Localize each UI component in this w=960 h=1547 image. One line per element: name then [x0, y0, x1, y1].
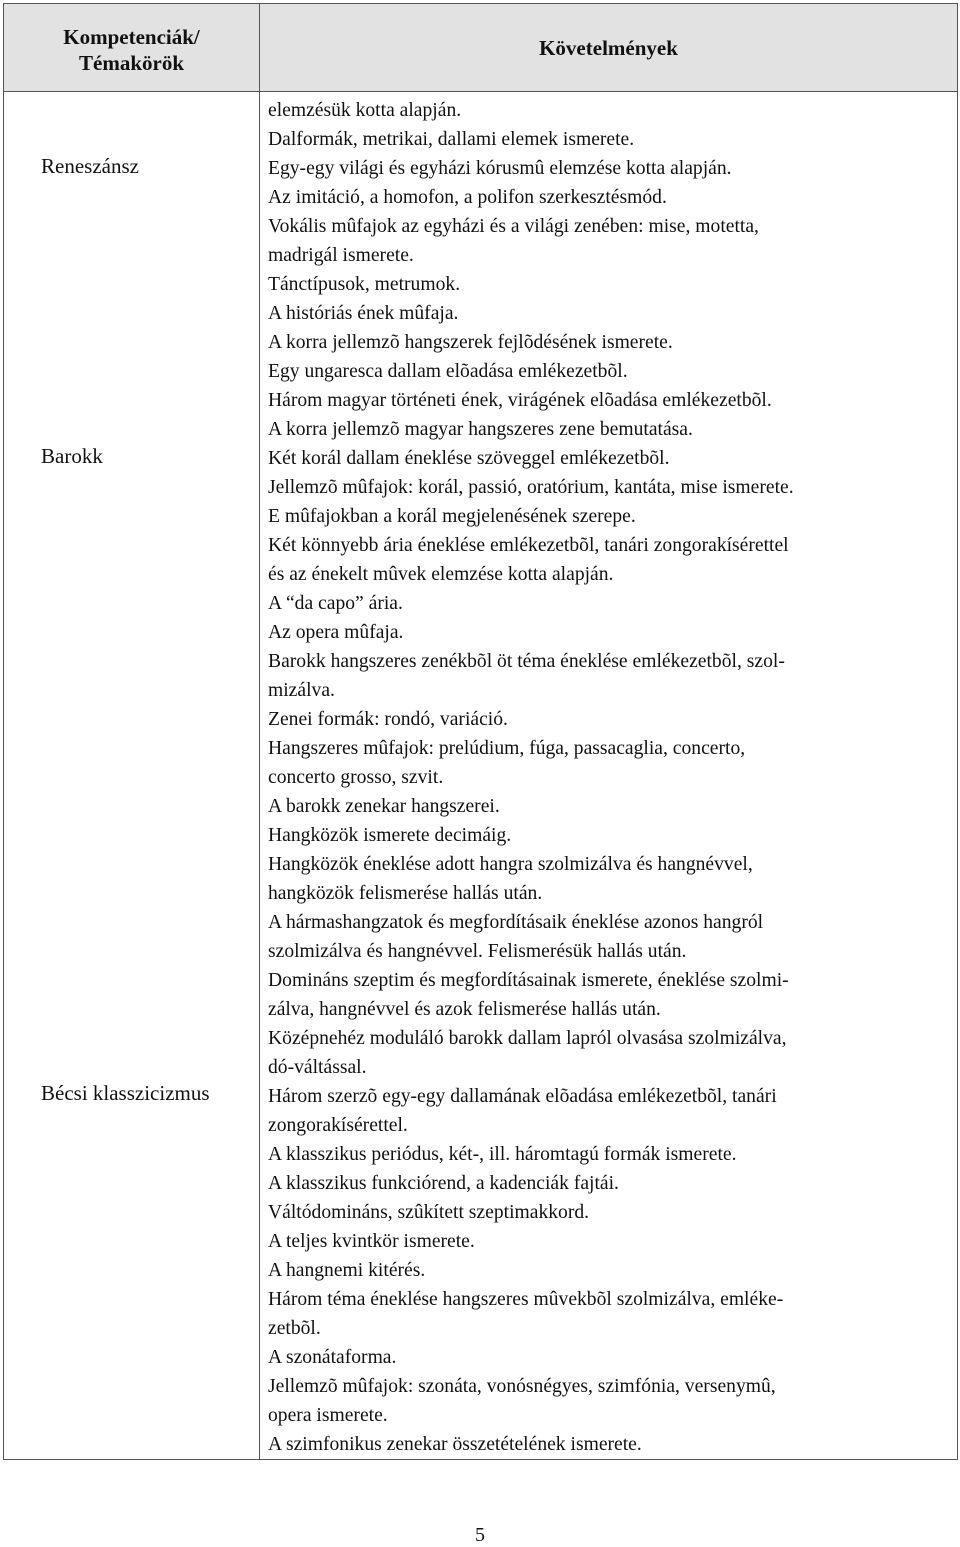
requirement-line: Három téma éneklése hangszeres mûvekbõl szolmizálva, emléke-	[268, 1289, 784, 1310]
requirement-line: A szimfonikus zenekar összetételének ismerete.	[268, 1434, 642, 1455]
requirement-line: Barokk hangszeres zenékbõl öt téma éneklése emlékezetbõl, szol-	[268, 651, 785, 672]
requirement-line: Egy-egy világi és egyházi kórusmû elemzése kotta alapján.	[268, 158, 732, 179]
requirement-line: opera ismerete.	[268, 1405, 388, 1426]
requirement-line: Két korál dallam éneklése szöveggel emlékezetbõl.	[268, 448, 670, 469]
requirement-line: Középnehéz moduláló barokk dallam lapról olvasása szolmizálva,	[268, 1028, 787, 1049]
requirement-line: Hangszeres mûfajok: prelúdium, fúga, passacaglia, concerto,	[268, 738, 746, 759]
requirement-line: A klasszikus funkciórend, a kadenciák fajtái.	[268, 1173, 619, 1194]
requirement-line: Egy ungaresca dallam elõadása emlékezetbõl.	[268, 361, 628, 382]
topic-viennese-classicism: Bécsi klasszicizmus	[41, 1081, 210, 1105]
requirement-line: és az énekelt mûvek elemzése kotta alapján.	[268, 564, 614, 585]
header-competencies-line1: Kompetenciák/	[63, 24, 200, 49]
table-header-row	[4, 4, 958, 92]
requirement-line: Zenei formák: rondó, variáció.	[268, 709, 508, 730]
requirement-line: dó-váltással.	[268, 1057, 367, 1078]
topics-cell	[4, 92, 260, 1460]
requirement-line: Domináns szeptim és megfordításainak ismerete, éneklése szolmi-	[268, 970, 789, 991]
requirement-line: E mûfajokban a korál megjelenésének szerepe.	[268, 506, 636, 527]
requirement-line: A korra jellemzõ magyar hangszeres zene bemutatása.	[268, 419, 693, 440]
requirement-line: Vokális mûfajok az egyházi és a világi zenében: mise, motetta,	[268, 216, 759, 237]
requirement-line: Hangközök ismerete decimáig.	[268, 825, 512, 846]
requirement-line: Három magyar történeti ének, virágének elõadása emlékezetbõl.	[268, 390, 772, 411]
requirement-line: A “da capo” ária.	[268, 593, 403, 614]
requirement-line: A históriás ének mûfaja.	[268, 303, 459, 324]
header-competencies	[4, 4, 260, 92]
requirement-line: Három szerzõ egy-egy dallamának elõadása emlékezetbõl, tanári	[268, 1086, 777, 1107]
requirement-line: elemzésük kotta alapján.	[268, 100, 462, 121]
page-number: 5	[475, 1524, 485, 1546]
requirement-line: Jellemzõ mûfajok: szonáta, vonósnégyes, szimfónia, versenymû,	[268, 1376, 776, 1397]
requirement-line: A hangnemi kitérés.	[268, 1260, 426, 1281]
header-competencies-line2: Témakörök	[79, 50, 184, 75]
requirement-line: hangközök felismerése hallás után.	[268, 883, 543, 904]
requirement-line: Tánctípusok, metrumok.	[268, 274, 461, 295]
requirements-cell	[260, 92, 958, 1460]
requirement-line: zetbõl.	[268, 1318, 321, 1339]
header-requirements	[260, 4, 958, 92]
requirement-line: A teljes kvintkör ismerete.	[268, 1231, 475, 1252]
requirement-line: madrigál ismerete.	[268, 245, 414, 266]
requirement-line: Az opera mûfaja.	[268, 622, 404, 643]
requirement-line: Jellemzõ mûfajok: korál, passió, oratórium, kantáta, mise ismerete.	[268, 477, 794, 498]
requirement-line: A barokk zenekar hangszerei.	[268, 796, 500, 817]
header-requirements-label: Követelmények	[539, 35, 678, 60]
requirement-line: Váltódomináns, szûkített szeptimakkord.	[268, 1202, 590, 1223]
requirement-line: zongorakísérettel.	[268, 1115, 408, 1136]
requirement-line: Hangközök éneklése adott hangra szolmizálva és hangnévvel,	[268, 854, 753, 875]
requirements-table	[3, 3, 958, 1460]
topic-renaissance: Reneszánsz	[41, 154, 139, 178]
requirement-line: Két könnyebb ária éneklése emlékezetbõl, tanári zongorakísérettel	[268, 535, 789, 556]
requirement-line: Dalformák, metrikai, dallami elemek ismerete.	[268, 129, 635, 150]
requirement-line: A korra jellemzõ hangszerek fejlõdésének ismerete.	[268, 332, 673, 353]
requirements-list	[268, 96, 951, 1459]
requirement-line: A szonátaforma.	[268, 1347, 397, 1368]
requirement-line: concerto grosso, szvit.	[268, 767, 444, 788]
requirement-line: szolmizálva és hangnévvel. Felismerésük hallás után.	[268, 941, 687, 962]
requirement-line: mizálva.	[268, 680, 335, 701]
requirement-line: A klasszikus periódus, két-, ill. háromtagú formák ismerete.	[268, 1144, 737, 1165]
table-body-row	[4, 92, 958, 1460]
requirement-line: A hármashangzatok és megfordításaik éneklése azonos hangról	[268, 912, 764, 933]
topic-baroque: Barokk	[41, 444, 103, 468]
requirement-line: Az imitáció, a homofon, a polifon szerkesztésmód.	[268, 187, 667, 208]
requirement-line: zálva, hangnévvel és azok felismerése hallás után.	[268, 999, 661, 1020]
